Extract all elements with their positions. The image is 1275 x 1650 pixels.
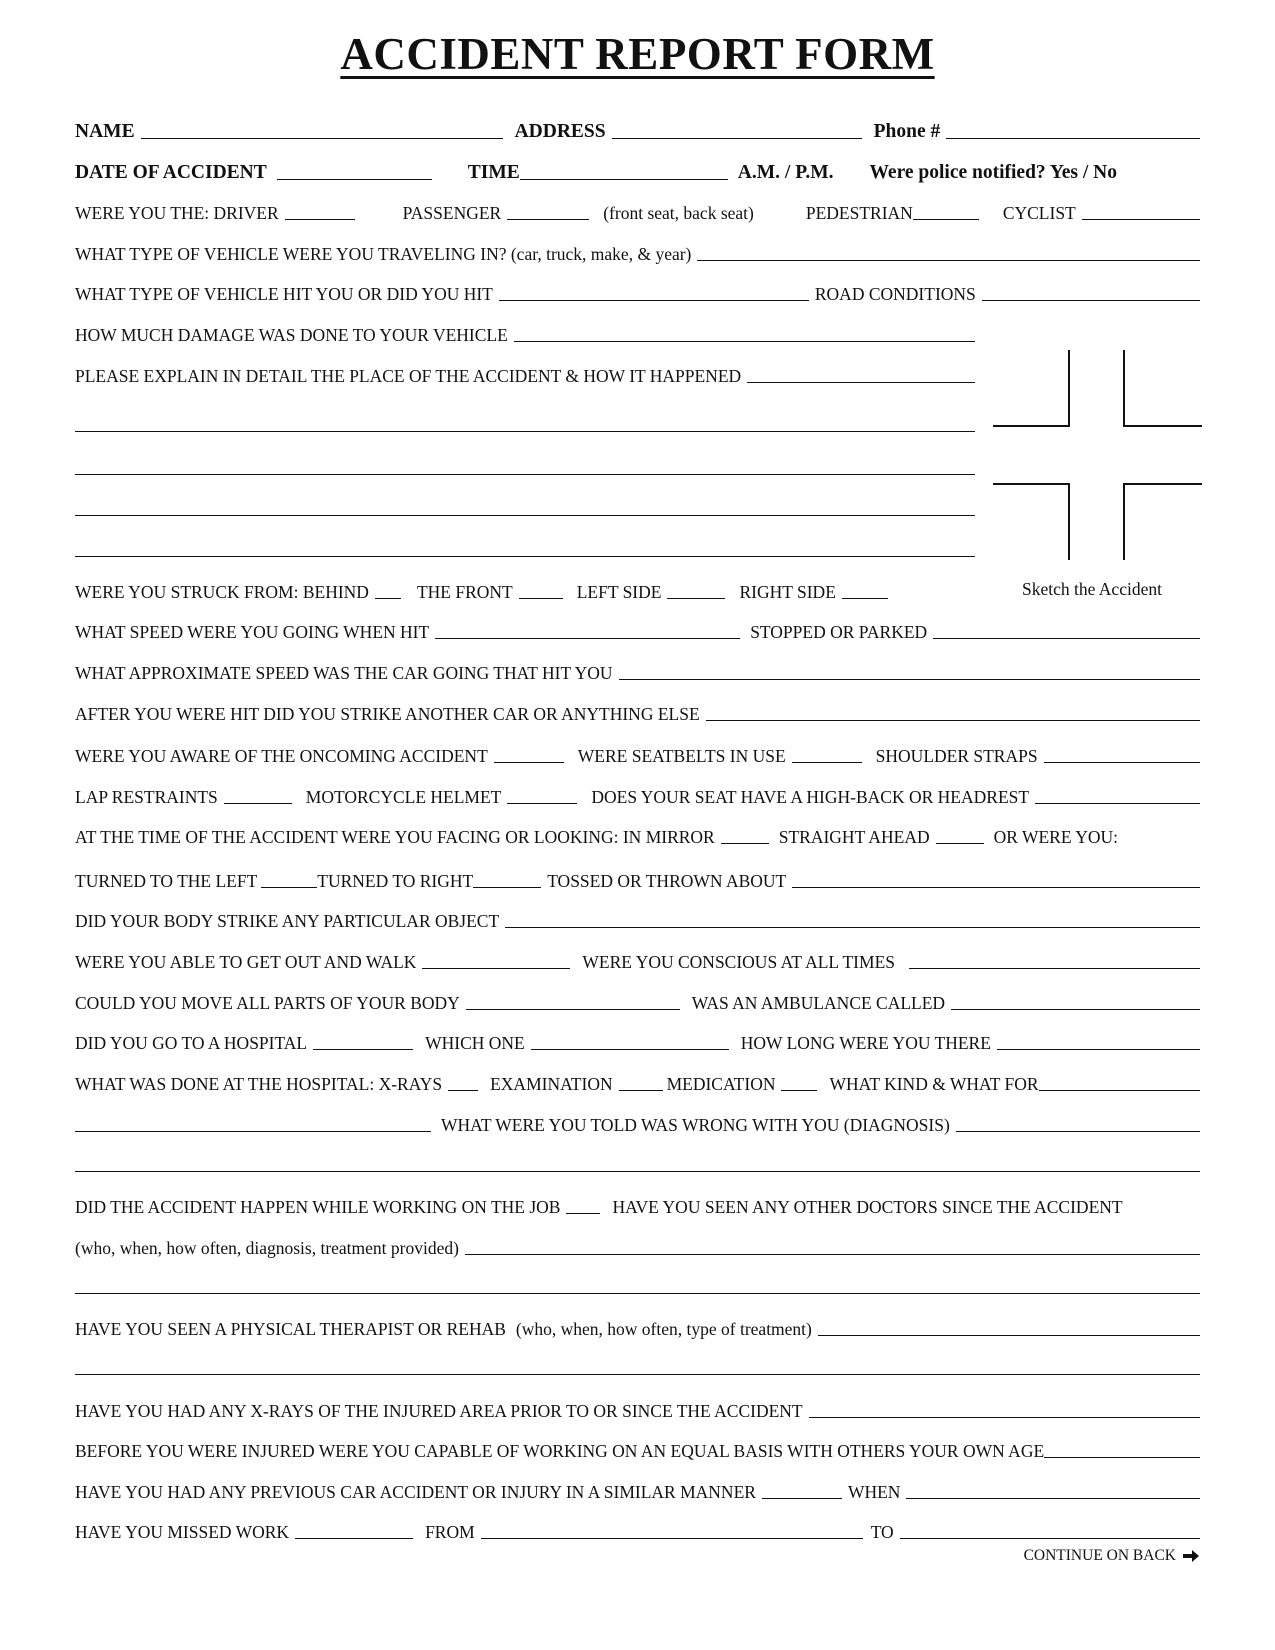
date-label: DATE OF ACCIDENT (75, 162, 267, 183)
aware-field[interactable] (494, 762, 564, 763)
on-job-label: DID THE ACCIDENT HAPPEN WHILE WORKING ON THE JOB (75, 1197, 561, 1217)
date-field[interactable] (277, 179, 432, 180)
row-struck (75, 578, 945, 602)
name-field[interactable] (141, 138, 503, 139)
or-were-you-label: OR WERE YOU: (993, 827, 1119, 847)
police-notified-label: Were police notified? Yes / No (869, 162, 1117, 183)
address-label: ADDRESS (514, 121, 606, 142)
row-xrays-prior (75, 1397, 1200, 1421)
corner-bottom-right (1124, 484, 1202, 560)
approx-speed-field[interactable] (619, 679, 1200, 680)
seat-label: (front seat, back seat) (603, 203, 754, 223)
explain-line[interactable] (75, 556, 975, 557)
which-one-label: WHICH ONE (425, 1033, 525, 1053)
arrow-right-icon (1182, 1549, 1200, 1563)
what-kind-field[interactable] (1039, 1090, 1200, 1091)
right-side-label: RIGHT SIDE (739, 582, 836, 602)
corner-top-left (993, 350, 1069, 426)
helmet-field[interactable] (507, 803, 577, 804)
conscious-field[interactable] (909, 968, 1200, 969)
capable-field[interactable] (1044, 1457, 1200, 1458)
intersection-lines (993, 350, 1202, 560)
intersection-sketch-area[interactable] (990, 350, 1204, 560)
left-side-label: LEFT SIDE (576, 582, 662, 602)
what-kind-label: WHAT KIND & WHAT FOR (829, 1074, 1039, 1094)
examination-field[interactable] (619, 1090, 663, 1091)
how-long-label: HOW LONG WERE YOU THERE (740, 1033, 991, 1053)
form-title: ACCIDENT REPORT FORM (340, 29, 935, 79)
medication-label: MEDICATION (666, 1074, 776, 1094)
medication-field[interactable] (781, 1090, 817, 1091)
road-conditions-field[interactable] (982, 300, 1200, 301)
explain-field[interactable] (747, 382, 975, 383)
front-label: THE FRONT (416, 582, 513, 602)
hospital-label: DID YOU GO TO A HOSPITAL (75, 1033, 308, 1053)
corner-top-right (1124, 350, 1202, 426)
who-when-label: (who, when, how often, diagnosis, treatment provided) (75, 1238, 459, 1258)
hospital-done-field[interactable] (75, 1131, 431, 1132)
body-strike-field[interactable] (505, 927, 1200, 928)
corner-bottom-left (993, 484, 1069, 560)
vehicle-hit-field[interactable] (499, 300, 809, 301)
when-label: WHEN (847, 1482, 901, 1502)
pedestrian-field[interactable] (913, 219, 979, 220)
facing-label: AT THE TIME OF THE ACCIDENT WERE YOU FACING OR LOOKING: IN MIRROR (75, 827, 715, 847)
row-explain (75, 362, 975, 386)
row-name-address-phone (75, 118, 1200, 142)
helmet-label: MOTORCYCLE HELMET (305, 787, 502, 807)
pedestrian-label: PEDESTRIAN (805, 203, 913, 223)
left-side-field[interactable] (667, 598, 725, 599)
move-label: COULD YOU MOVE ALL PARTS OF YOUR BODY (75, 993, 460, 1013)
seatbelts-field[interactable] (792, 762, 862, 763)
missed-work-field[interactable] (295, 1538, 413, 1539)
time-label: TIME (467, 162, 520, 183)
time-field[interactable] (520, 179, 728, 180)
row-capable (75, 1437, 1200, 1461)
vehicle-hit-label: WHAT TYPE OF VEHICLE HIT YOU OR DID YOU HIT (75, 284, 493, 304)
continue-label: CONTINUE ON BACK (1023, 1547, 1176, 1564)
row-turned (75, 867, 1200, 891)
phone-label: Phone # (873, 121, 941, 142)
capable-label: BEFORE YOU WERE INJURED WERE YOU CAPABLE OF WORKING ON AN EQUAL BASIS WITH OTHERS YOUR OWN AGE (75, 1441, 1045, 1461)
vehicle-type-label: WHAT TYPE OF VEHICLE WERE YOU TRAVELING IN? (car, truck, make, & year) (75, 244, 692, 264)
tossed-field[interactable] (792, 887, 1200, 888)
struck-label: WERE YOU STRUCK FROM: BEHIND (75, 582, 369, 602)
row-aware (75, 742, 1200, 766)
turned-right-label: TURNED TO RIGHT (317, 871, 474, 891)
aware-label: WERE YOU AWARE OF THE ONCOMING ACCIDENT (75, 746, 488, 766)
row-role (75, 199, 1200, 223)
ambulance-label: WAS AN AMBULANCE CALLED (691, 993, 946, 1013)
row-done-at-hospital (75, 1070, 1200, 1094)
straight-ahead-label: STRAIGHT AHEAD (778, 827, 930, 847)
how-long-field[interactable] (997, 1049, 1200, 1050)
name-label: NAME (75, 121, 135, 142)
ampm-label: A.M. / P.M. (737, 162, 834, 183)
shoulder-straps-label: SHOULDER STRAPS (875, 746, 1038, 766)
approx-speed-label: WHAT APPROXIMATE SPEED WAS THE CAR GOING THAT HIT YOU (75, 663, 613, 683)
address-field[interactable] (612, 138, 862, 139)
move-field[interactable] (466, 1009, 680, 1010)
therapist-label: HAVE YOU SEEN A PHYSICAL THERAPIST OR REHAB (75, 1319, 506, 1339)
row-damage (75, 321, 975, 345)
previous-label: HAVE YOU HAD ANY PREVIOUS CAR ACCIDENT OR INJURY IN A SIMILAR MANNER (75, 1482, 756, 1502)
row-hospital (75, 1029, 1200, 1053)
damage-field[interactable] (514, 341, 975, 342)
cyclist-label: CYCLIST (1002, 203, 1076, 223)
stopped-field[interactable] (933, 638, 1200, 639)
xrays-field[interactable] (448, 1090, 478, 1091)
damage-label: HOW MUCH DAMAGE WAS DONE TO YOUR VEHICLE (75, 325, 508, 345)
straight-ahead-field[interactable] (936, 843, 984, 844)
row-facing (75, 823, 1200, 847)
explain-label: PLEASE EXPLAIN IN DETAIL THE PLACE OF THE ACCIDENT & HOW IT HAPPENED (75, 366, 742, 386)
passenger-label: PASSENGER (402, 203, 502, 223)
headrest-label: DOES YOUR SEAT HAVE A HIGH-BACK OR HEADREST (591, 787, 1030, 807)
road-conditions-label: ROAD CONDITIONS (814, 284, 976, 304)
after-hit-field[interactable] (706, 720, 1200, 721)
row-doctors-detail (75, 1234, 1200, 1258)
xrays-prior-field[interactable] (809, 1417, 1200, 1418)
form-title-wrap (0, 28, 1275, 80)
explain-line[interactable] (75, 431, 975, 432)
continue-on-back (1024, 1547, 1200, 1565)
diagnosis-field[interactable] (956, 1131, 1200, 1132)
phone-field[interactable] (946, 138, 1200, 139)
on-job-field[interactable] (566, 1213, 600, 1214)
row-walk (75, 948, 1200, 972)
row-previous (75, 1478, 1200, 1502)
therapist-detail-label: (who, when, how often, type of treatment) (515, 1319, 812, 1339)
other-doctors-label: HAVE YOU SEEN ANY OTHER DOCTORS SINCE THE ACCIDENT (612, 1197, 1123, 1217)
walk-label: WERE YOU ABLE TO GET OUT AND WALK (75, 952, 417, 972)
from-label: FROM (425, 1522, 475, 1542)
hospital-field[interactable] (313, 1049, 413, 1050)
xrays-prior-label: HAVE YOU HAD ANY X-RAYS OF THE INJURED AREA PRIOR TO OR SINCE THE ACCIDENT (75, 1401, 803, 1421)
diagnosis-label: WHAT WERE YOU TOLD WAS WRONG WITH YOU (DIAGNOSIS) (441, 1115, 950, 1135)
diagnosis-line[interactable] (75, 1171, 1200, 1172)
after-hit-label: AFTER YOU WERE HIT DID YOU STRIKE ANOTHER CAR OR ANYTHING ELSE (75, 704, 700, 724)
row-move (75, 989, 1200, 1013)
row-vehicle-type (75, 240, 1200, 264)
seatbelts-label: WERE SEATBELTS IN USE (577, 746, 786, 766)
speed-field[interactable] (435, 638, 740, 639)
when-field[interactable] (906, 1498, 1200, 1499)
sketch-label: Sketch the Accident (1022, 579, 1162, 599)
lap-restraints-label: LAP RESTRAINTS (75, 787, 218, 807)
row-therapist (75, 1315, 1200, 1339)
in-mirror-field[interactable] (721, 843, 769, 844)
stopped-label: STOPPED OR PARKED (750, 622, 928, 642)
tossed-label: TOSSED OR THROWN ABOUT (547, 871, 787, 891)
to-label: TO (870, 1522, 894, 1542)
headrest-field[interactable] (1035, 803, 1200, 804)
lap-restraints-field[interactable] (224, 803, 292, 804)
driver-field[interactable] (285, 219, 355, 220)
which-one-field[interactable] (531, 1049, 729, 1050)
shoulder-straps-field[interactable] (1044, 762, 1200, 763)
passenger-field[interactable] (507, 219, 589, 220)
behind-field[interactable] (375, 598, 401, 599)
speed-label: WHAT SPEED WERE YOU GOING WHEN HIT (75, 622, 430, 642)
row-after-hit (75, 700, 1200, 724)
therapist-field[interactable] (818, 1335, 1200, 1336)
doctors-line[interactable] (75, 1293, 1200, 1294)
front-field[interactable] (519, 598, 563, 599)
row-vehicle-hit (75, 280, 1200, 304)
turned-left-label: TURNED TO THE LEFT (75, 871, 258, 891)
therapist-line[interactable] (75, 1374, 1200, 1375)
explain-line[interactable] (75, 474, 975, 475)
row-restraints (75, 783, 1200, 807)
from-field[interactable] (481, 1538, 863, 1539)
row-diagnosis (75, 1111, 1200, 1135)
cyclist-field[interactable] (1082, 219, 1200, 220)
were-you-label: WERE YOU THE: DRIVER (75, 203, 279, 223)
row-date-time (75, 159, 1200, 183)
turned-right-field[interactable] (473, 887, 541, 888)
turned-left-field[interactable] (261, 887, 317, 888)
xrays-label: WHAT WAS DONE AT THE HOSPITAL: X-RAYS (75, 1074, 443, 1094)
right-side-field[interactable] (842, 598, 888, 599)
row-body-strike (75, 907, 1200, 931)
previous-field[interactable] (762, 1498, 842, 1499)
missed-work-label: HAVE YOU MISSED WORK (75, 1522, 290, 1542)
explain-line[interactable] (75, 515, 975, 516)
to-field[interactable] (900, 1538, 1200, 1539)
vehicle-type-field[interactable] (697, 260, 1200, 261)
row-on-job (75, 1193, 1200, 1217)
row-speed (75, 618, 1200, 642)
walk-field[interactable] (422, 968, 570, 969)
other-doctors-field[interactable] (465, 1254, 1200, 1255)
body-strike-label: DID YOUR BODY STRIKE ANY PARTICULAR OBJECT (75, 911, 500, 931)
conscious-label: WERE YOU CONSCIOUS AT ALL TIMES (582, 952, 895, 972)
row-approx-speed (75, 659, 1200, 683)
row-missed-work (75, 1518, 1200, 1542)
ambulance-field[interactable] (951, 1009, 1200, 1010)
examination-label: EXAMINATION (490, 1074, 613, 1094)
